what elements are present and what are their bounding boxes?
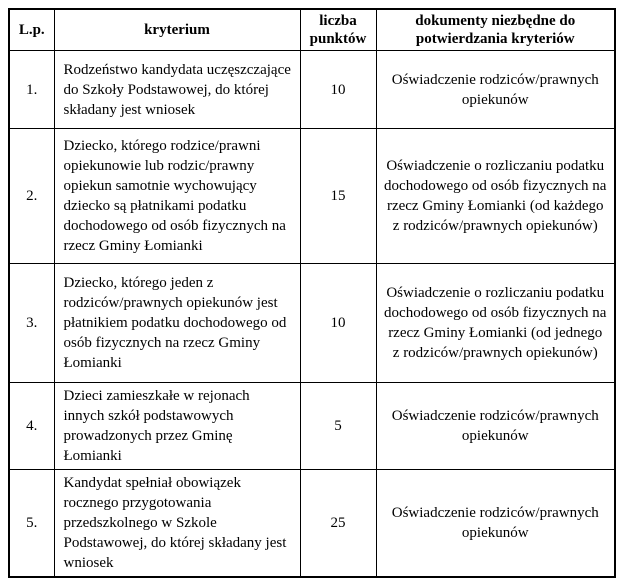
criterion-text: Dziecko, którego jeden z rodziców/prawnych opiekunów jest płatnikiem podatku dochodowego od osób fizycznych na rzecz Gminy Łomianki — [54, 264, 300, 383]
criterion-text: Kandydat spełniał obowiązek rocznego przygotowania przedszkolnego w Szkole Podstawowej, do której składany jest wniosek — [54, 470, 300, 578]
table-row — [9, 51, 615, 129]
documents-text: Oświadczenie o rozliczaniu podatku dochodowego od osób fizycznych na rzecz Gminy Łomianki (od jednego z rodziców/prawnych opiekunów) — [376, 264, 615, 383]
header-kryterium: kryterium — [54, 9, 300, 51]
documents-text: Oświadczenie rodziców/prawnych opiekunów — [376, 383, 615, 470]
row-number: 4. — [9, 383, 54, 470]
points-value: 25 — [300, 470, 376, 578]
header-dokumenty: dokumenty niezbędne do potwierdzania kryteriów — [376, 9, 615, 51]
header-lp: L.p. — [9, 9, 54, 51]
table-row — [9, 470, 615, 578]
table-row — [9, 129, 615, 264]
points-value: 15 — [300, 129, 376, 264]
documents-text: Oświadczenie o rozliczaniu podatku dochodowego od osób fizycznych na rzecz Gminy Łomianki (od każdego z rodziców/prawnych opiekunów) — [376, 129, 615, 264]
row-number: 2. — [9, 129, 54, 264]
criterion-text: Dziecko, którego rodzice/prawni opiekunowie lub rodzic/prawny opiekun samotnie wychowujący dziecko są płatnikami podatku dochodowego od osób fizycznych na rzecz Gminy Łomianki — [54, 129, 300, 264]
points-value: 10 — [300, 51, 376, 129]
table-header-row — [9, 9, 615, 51]
documents-text: Oświadczenie rodziców/prawnych opiekunów — [376, 51, 615, 129]
row-number: 3. — [9, 264, 54, 383]
points-value: 5 — [300, 383, 376, 470]
table-row — [9, 264, 615, 383]
documents-text: Oświadczenie rodziców/prawnych opiekunów — [376, 470, 615, 578]
criteria-table — [8, 8, 616, 578]
header-liczba-punktow: liczba punktów — [300, 9, 376, 51]
table-row — [9, 383, 615, 470]
criterion-text: Dzieci zamieszkałe w rejonach innych szkół podstawowych prowadzonych przez Gminę Łomianki — [54, 383, 300, 470]
criterion-text: Rodzeństwo kandydata uczęszczające do Szkoły Podstawowej, do której składany jest wniosek — [54, 51, 300, 129]
points-value: 10 — [300, 264, 376, 383]
row-number: 1. — [9, 51, 54, 129]
row-number: 5. — [9, 470, 54, 578]
